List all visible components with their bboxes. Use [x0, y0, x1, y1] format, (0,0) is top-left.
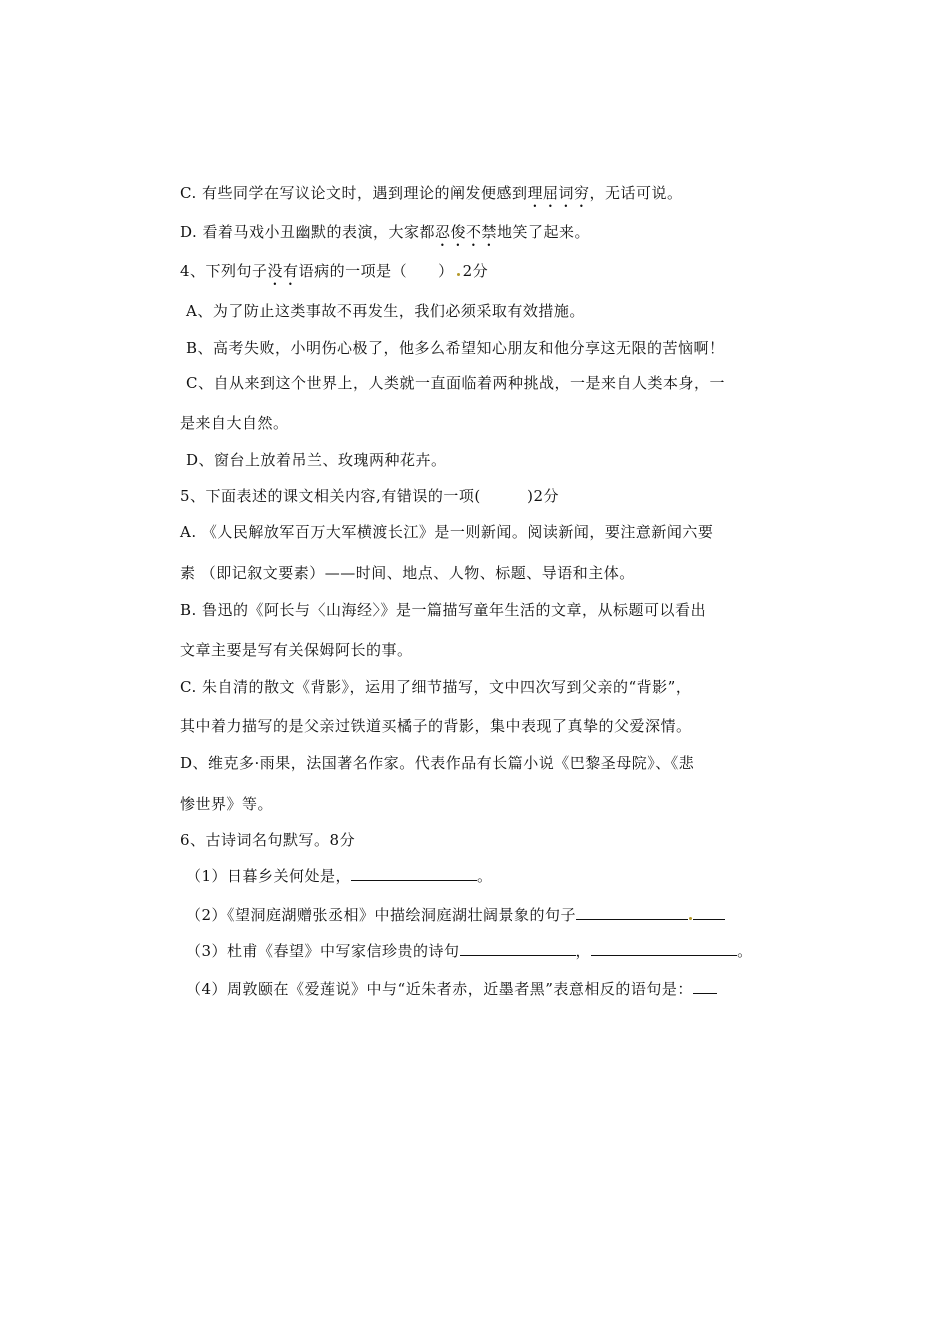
q5-option-c-line1: C. 朱自清的散文《背影》，运用了细节描写，文中四次写到父亲的“背影”， [180, 678, 692, 696]
q6-item-1 [186, 866, 493, 886]
q5-option-a-line1: A. 《人民解放军百万大军横渡长江》是一则新闻。阅读新闻，要注意新闻六要 [180, 523, 714, 541]
answer-blank[interactable] [693, 905, 725, 920]
answer-blank[interactable] [693, 979, 717, 994]
q5-option-b-line2: 文章主要是写有关保姆阿长的事。 [180, 641, 413, 659]
q3-option-d-tail: 地笑了起来。 [497, 223, 591, 241]
q4-stem [180, 261, 488, 289]
q3-option-c-emphasis: 理屈词穷 [527, 184, 590, 202]
answer-blank[interactable] [460, 941, 576, 956]
q3-option-c-text: C. 有些同学在写议论文时，遇到理论的阐发便感到 [180, 184, 528, 202]
q4-option-c-line1: C、自从来到这个世界上，人类就一直面临着两种挑战，一是来自人类本身，一 [186, 374, 725, 392]
q5-stem: 5、下面表述的课文相关内容,有错误的一项( )2分 [180, 487, 560, 505]
q4-stem-text: 4、下列句子 [180, 262, 268, 280]
q6-item-2-text: （2）《望洞庭湖赠张丞相》中描绘洞庭湖壮阔景象的句子 [186, 906, 577, 924]
answer-blank[interactable] [591, 941, 737, 956]
q4-option-c-line2: 是来自大自然。 [180, 414, 289, 432]
q3-option-d-emphasis: 忍俊不禁 [435, 223, 498, 241]
q6-item-1-tail: 。 [477, 867, 493, 885]
q4-option-a: A、为了防止这类事故不再发生，我们必须采取有效措施。 [186, 302, 585, 320]
q6-item-3-text: （3）杜甫《春望》中写家信珍贵的诗句 [186, 942, 460, 960]
q6-item-2 [186, 905, 725, 925]
q3-option-d-text: D. 看着马戏小丑幽默的表演，大家都 [180, 223, 436, 241]
q5-option-d-line1: D、维克多·雨果，法国著名作家。代表作品有长篇小说《巴黎圣母院》、《悲 [180, 754, 695, 772]
q6-item-3-sep: ， [575, 942, 592, 960]
q5-option-d-line2: 惨世界》等。 [180, 795, 274, 813]
q6-item-3 [186, 941, 753, 961]
q4-option-d: D、窗台上放着吊兰、玫瑰两种花卉。 [186, 451, 447, 469]
q4-stem-emphasis: 没有 [267, 262, 299, 280]
q3-option-d [180, 222, 590, 250]
q3-option-c-tail: ，无话可说。 [589, 184, 683, 202]
q6-stem: 6、古诗词名句默写。8分 [180, 831, 356, 849]
q5-option-c-line2: 其中着力描写的是父亲过铁道买橘子的背影，集中表现了真挚的父爱深情。 [180, 717, 692, 735]
q4-stem-tail: 语病的一项是（ ） [298, 262, 454, 280]
q6-item-4 [186, 979, 717, 999]
q5-option-a-line2: 素 （即记叙文要素）——时间、地点、人物、标题、导语和主体。 [180, 564, 635, 582]
q5-option-b-line1: B. 鲁迅的《阿长与〈山海经〉》是一篇描写童年生活的文章，从标题可以看出 [180, 601, 707, 619]
q6-item-4-text: （4）周敦颐在《爱莲说》中与“近朱者赤，近墨者黑”表意相反的语句是： [186, 980, 693, 998]
answer-blank[interactable] [576, 905, 688, 920]
q3-option-c [180, 183, 683, 211]
olive-mark-icon [457, 273, 460, 276]
q4-option-b: B、高考失败，小明伤心极了，他多么希望知心朋友和他分享这无限的苦恼啊！ [186, 339, 725, 357]
q6-item-3-tail: 。 [737, 942, 753, 960]
answer-blank[interactable] [351, 866, 477, 881]
q4-score: 2分 [462, 262, 489, 280]
q6-item-1-text: （1）日暮乡关何处是， [186, 867, 352, 885]
olive-mark-icon [689, 917, 692, 920]
